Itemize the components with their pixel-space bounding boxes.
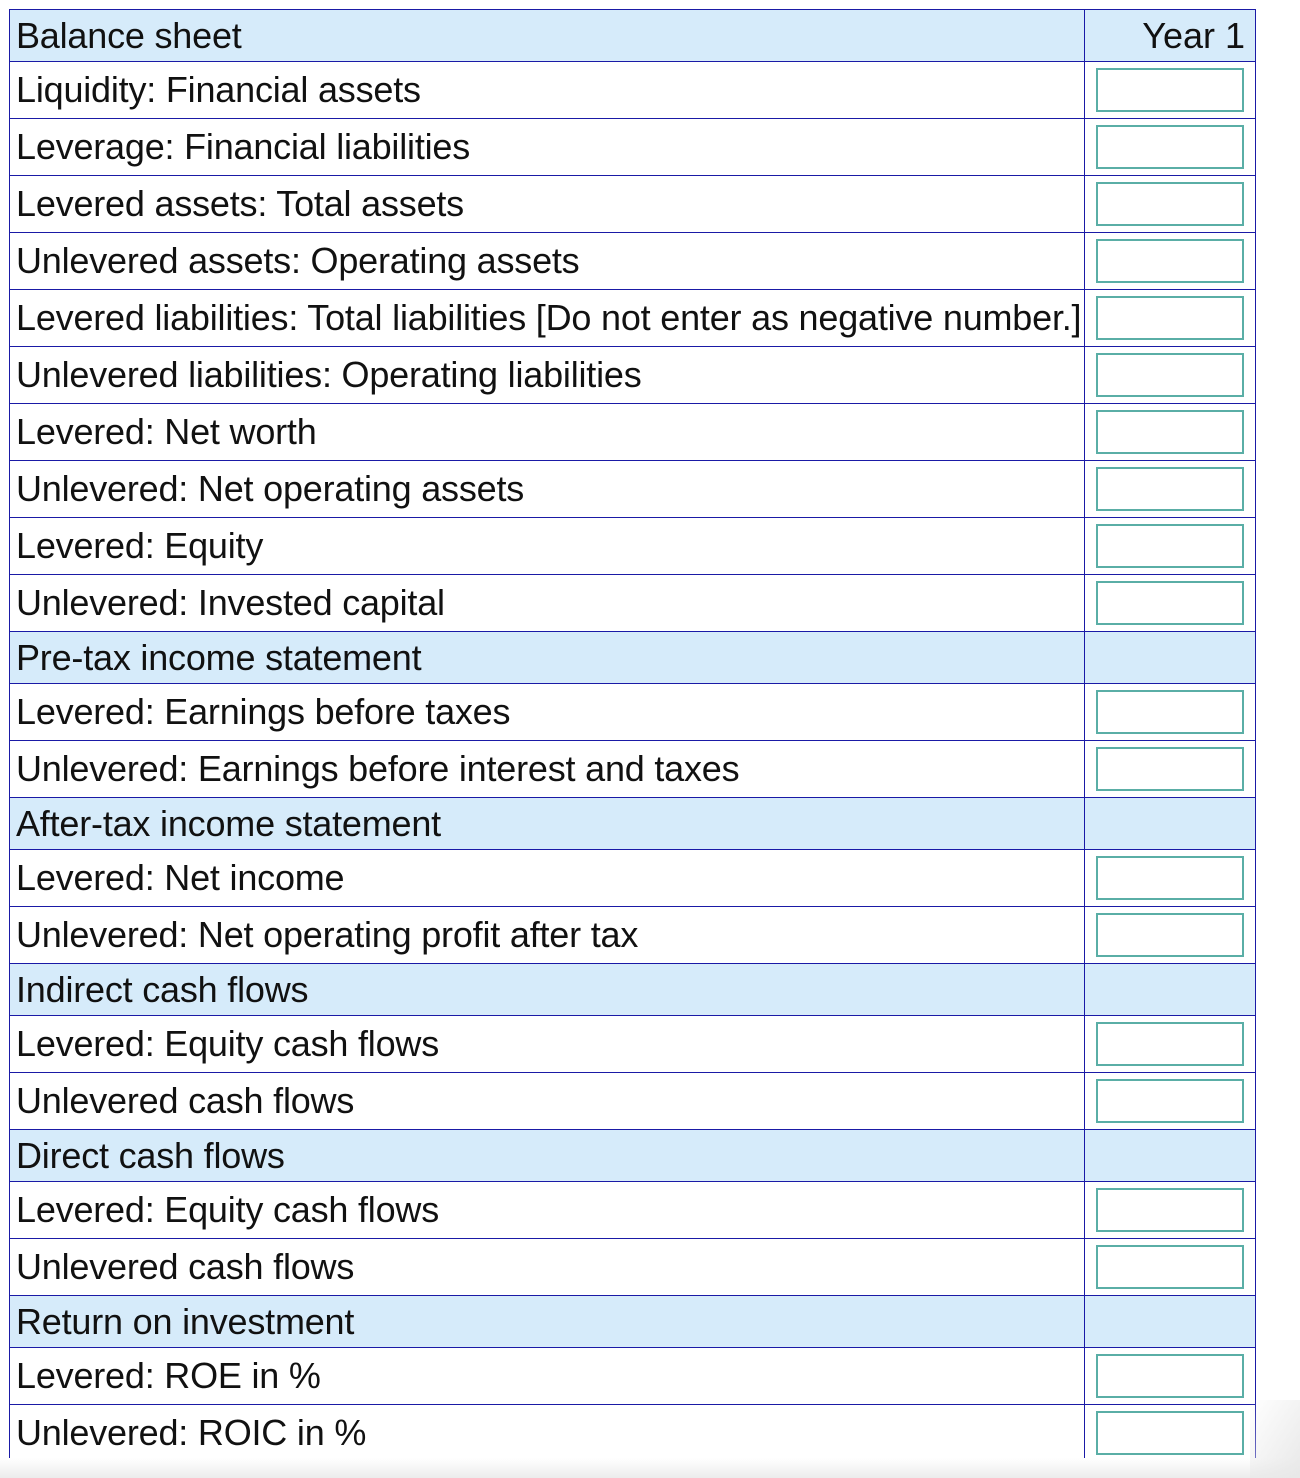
row-label: Unlevered: Earnings before interest and taxes xyxy=(10,741,1085,798)
row-label: Unlevered assets: Operating assets xyxy=(10,233,1085,290)
table-row xyxy=(10,518,1256,575)
section-header-indirect-cash-flows xyxy=(10,964,1256,1016)
row-label: Liquidity: Financial assets xyxy=(10,62,1085,119)
row-label: Levered assets: Total assets xyxy=(10,176,1085,233)
table-row xyxy=(10,1405,1256,1462)
corner-page-shadow xyxy=(1250,1400,1300,1478)
row-label: Levered: Earnings before taxes xyxy=(10,684,1085,741)
section-title: Balance sheet xyxy=(10,10,1085,62)
answer-input-roe[interactable] xyxy=(1096,1354,1244,1398)
row-label: Unlevered: ROIC in % xyxy=(10,1405,1085,1462)
section-empty-cell xyxy=(1085,1296,1256,1348)
answer-input-net-operating-assets[interactable] xyxy=(1096,467,1244,511)
row-label: Levered: Net worth xyxy=(10,404,1085,461)
answer-input-nopat[interactable] xyxy=(1096,913,1244,957)
row-label: Levered: Equity cash flows xyxy=(10,1016,1085,1073)
answer-input-total-assets[interactable] xyxy=(1096,182,1244,226)
answer-input-financial-assets[interactable] xyxy=(1096,68,1244,112)
table-row xyxy=(10,684,1256,741)
table-row xyxy=(10,461,1256,518)
answer-input-indirect-equity-cash-flows[interactable] xyxy=(1096,1022,1244,1066)
table-row xyxy=(10,1239,1256,1296)
section-empty-cell xyxy=(1085,798,1256,850)
row-label: Unlevered cash flows xyxy=(10,1239,1085,1296)
row-label: Levered: Equity xyxy=(10,518,1085,575)
answer-input-equity[interactable] xyxy=(1096,524,1244,568)
table-row xyxy=(10,290,1256,347)
section-header-aftertax-income xyxy=(10,798,1256,850)
answer-input-direct-unlevered-cash-flows[interactable] xyxy=(1096,1245,1244,1289)
row-label: Unlevered: Net operating assets xyxy=(10,461,1085,518)
table-row xyxy=(10,1182,1256,1239)
section-header-direct-cash-flows xyxy=(10,1130,1256,1182)
section-title: Return on investment xyxy=(10,1296,1085,1348)
table-row xyxy=(10,575,1256,632)
row-label: Unlevered liabilities: Operating liabilities xyxy=(10,347,1085,404)
table-row xyxy=(10,404,1256,461)
column-header-year: Year 1 xyxy=(1085,10,1256,62)
table-row xyxy=(10,850,1256,907)
bottom-page-shadow xyxy=(0,1458,1300,1478)
section-header-pretax-income xyxy=(10,632,1256,684)
section-empty-cell xyxy=(1085,964,1256,1016)
row-label: Leverage: Financial liabilities xyxy=(10,119,1085,176)
section-header-return-on-investment xyxy=(10,1296,1256,1348)
answer-input-operating-liabilities[interactable] xyxy=(1096,353,1244,397)
section-title: After-tax income statement xyxy=(10,798,1085,850)
balance-sheet-table-container xyxy=(9,9,1245,1462)
section-empty-cell xyxy=(1085,1130,1256,1182)
row-label: Levered: Net income xyxy=(10,850,1085,907)
answer-input-net-income[interactable] xyxy=(1096,856,1244,900)
table-row xyxy=(10,347,1256,404)
table-row xyxy=(10,176,1256,233)
table-row xyxy=(10,233,1256,290)
row-label: Levered: Equity cash flows xyxy=(10,1182,1085,1239)
row-label: Levered liabilities: Total liabilities [Do not enter as negative number.] xyxy=(10,290,1085,347)
answer-input-operating-assets[interactable] xyxy=(1096,239,1244,283)
answer-input-total-liabilities[interactable] xyxy=(1096,296,1244,340)
row-label: Unlevered: Net operating profit after tax xyxy=(10,907,1085,964)
section-title: Direct cash flows xyxy=(10,1130,1085,1182)
answer-input-invested-capital[interactable] xyxy=(1096,581,1244,625)
row-label: Unlevered: Invested capital xyxy=(10,575,1085,632)
answer-input-indirect-unlevered-cash-flows[interactable] xyxy=(1096,1079,1244,1123)
table-row xyxy=(10,1016,1256,1073)
table-row xyxy=(10,741,1256,798)
table-row xyxy=(10,62,1256,119)
table-row xyxy=(10,1348,1256,1405)
answer-input-ebit[interactable] xyxy=(1096,747,1244,791)
section-title: Indirect cash flows xyxy=(10,964,1085,1016)
answer-input-earnings-before-taxes[interactable] xyxy=(1096,690,1244,734)
row-label: Unlevered cash flows xyxy=(10,1073,1085,1130)
answer-input-net-worth[interactable] xyxy=(1096,410,1244,454)
row-label: Levered: ROE in % xyxy=(10,1348,1085,1405)
answer-input-roic[interactable] xyxy=(1096,1411,1244,1455)
answer-input-direct-equity-cash-flows[interactable] xyxy=(1096,1188,1244,1232)
section-header-balance-sheet xyxy=(10,10,1256,62)
table-row xyxy=(10,1073,1256,1130)
section-empty-cell xyxy=(1085,632,1256,684)
table-row xyxy=(10,119,1256,176)
answer-input-financial-liabilities[interactable] xyxy=(1096,125,1244,169)
balance-sheet-table xyxy=(9,9,1256,1462)
section-title: Pre-tax income statement xyxy=(10,632,1085,684)
table-row xyxy=(10,907,1256,964)
